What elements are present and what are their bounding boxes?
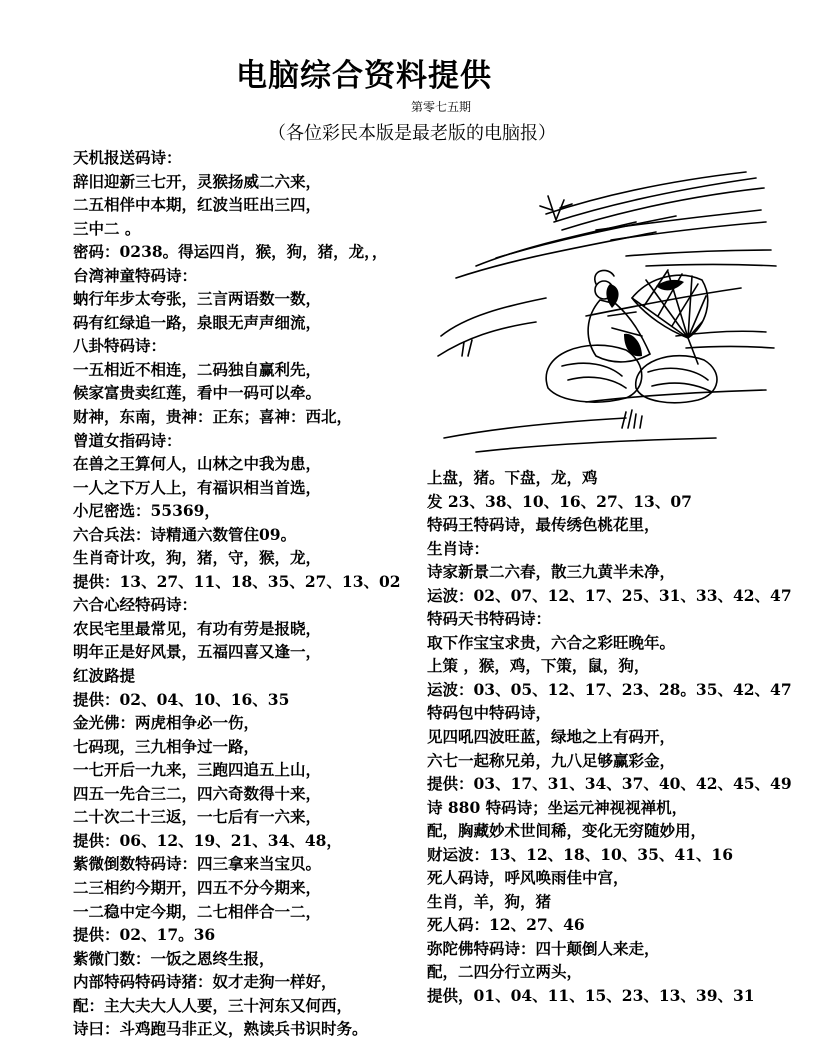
left-line-25: 金光佛：两虎相争必一伤， — [73, 713, 260, 733]
left-line-28: 四五一先合三二，四六奇数得十来， — [73, 783, 322, 803]
right-line-1: 上盘，猪。下盘，龙，鸡 — [427, 468, 598, 487]
right-line-18: 死人码诗，呼风唤雨佳中宫， — [427, 868, 629, 888]
left-column — [73, 146, 401, 1041]
woman-with-umbrella-illustration — [436, 166, 781, 458]
left-line-15: 一人之下万人上，有福识相当首选， — [73, 477, 322, 497]
left-line-12: 财神，东南，贵神：正东；喜神：西北， — [73, 407, 353, 427]
left-line-4: 三中二 。 — [73, 218, 141, 238]
right-column — [427, 466, 792, 1008]
right-line-6: 运波：02、07、12、17、25、31、33、42、47 — [427, 585, 792, 605]
left-line-14: 在兽之王算何人，山林之中我为患， — [73, 454, 322, 474]
left-line-26: 七码现，三九相争过一路， — [73, 736, 260, 756]
left-line-3: 二五相伴中本期，红波当旺出三四， — [73, 195, 322, 215]
left-line-32: 二三相约今期开，四五不分今期来， — [73, 877, 322, 897]
right-line-4: 生肖诗： — [427, 538, 490, 558]
right-line-12: 见四吼四波旺蓝，绿地之上有码开， — [427, 727, 676, 747]
right-line-17: 财运波：13、12、18、10、35、41、16 — [427, 844, 733, 864]
left-line-38: 诗曰：斗鸡跑马非正义，熟读兵书识时务。 — [73, 1019, 368, 1039]
right-line-21: 弥陀佛特码诗：四十颠倒人来走， — [427, 938, 660, 958]
left-line-5: 密码：0238。得运四肖，猴，狗，猪，龙，， — [73, 242, 388, 262]
right-line-7: 特码天书特码诗： — [427, 609, 552, 629]
left-line-23: 红波路提 — [73, 666, 136, 686]
left-line-8: 码有红绿追一路，泉眼无声声细流， — [73, 312, 322, 332]
left-line-31: 紫微倒数特码诗：四三拿来当宝贝。 — [73, 854, 322, 874]
left-line-29: 二十次二十三返，一七后有一六来， — [73, 807, 322, 827]
left-line-37: 配：主大夫大人人要，三十河东又何西， — [73, 995, 353, 1015]
left-line-35: 紫微门数：一饭之恩终生报， — [73, 948, 275, 968]
right-line-23: 提供，01、04、11、15、23、13、39、31 — [427, 986, 755, 1006]
right-line-5: 诗家新景二六春，散三九黄半未净， — [427, 562, 676, 582]
left-line-33: 一二稳中定今期，二七相伴合一二， — [73, 901, 322, 921]
left-line-34: 提供：02、17。36 — [73, 925, 216, 945]
left-line-20: 六合心经特码诗： — [73, 595, 198, 615]
right-line-2: 发 23、38、10、16、27、13、07 — [427, 491, 692, 511]
issue-number: 第零七五期 — [411, 100, 472, 114]
left-line-7: 蚋行年步太夸张，三言两语数一数， — [73, 289, 322, 309]
left-line-17: 六合兵法：诗精通六数管住09。 — [73, 524, 297, 544]
left-line-18: 生肖奇计攻，狗，猪，守，猴，龙， — [73, 548, 322, 568]
page-subtitle: （各位彩民本版是最老版的电脑报） — [268, 123, 556, 144]
right-line-16: 配，胸藏妙术世间稀，变化无穷随妙用， — [427, 821, 707, 841]
left-line-1: 天机报送码诗： — [73, 148, 182, 167]
right-line-10: 运波：03、05、12、17、23、28。35、42、47 — [427, 679, 792, 699]
right-line-19: 生肖，羊，狗，猪 — [427, 891, 552, 911]
left-line-21: 农民宅里最常见，有功有劳是报晓， — [73, 618, 322, 638]
left-line-22: 明年正是好风景，五福四喜又逢一， — [73, 642, 322, 662]
left-line-36: 内部特码特码诗猪：奴才走狗一样好， — [73, 972, 337, 992]
right-line-9: 上策 ，猴，鸡，下策，鼠，狗， — [427, 656, 650, 676]
left-line-24: 提供：02、04、10、16、35 — [73, 689, 290, 709]
left-line-27: 一七开后一九来，三跑四追五上山， — [73, 760, 322, 780]
left-line-6: 台湾神童特码诗： — [73, 265, 198, 285]
left-line-9: 八卦特码诗： — [73, 336, 167, 356]
left-line-10: 一五相近不相连，二码独自赢利先， — [73, 359, 322, 379]
right-line-22: 配，二四分行立两头， — [427, 962, 583, 982]
right-line-8: 取下作宝宝求贵，六合之彩旺晚年。 — [427, 632, 676, 652]
left-line-2: 辞旧迎新三七开，灵猴扬威二六来， — [73, 171, 322, 191]
right-line-11: 特码包中特码诗， — [427, 703, 552, 723]
page-title: 电脑综合资料提供 — [236, 58, 492, 94]
right-line-13: 六七一起称兄弟，九八足够赢彩金， — [427, 750, 676, 770]
left-line-16: 小尼密选：55369， — [73, 501, 220, 521]
right-line-15: 诗 880 特码诗；坐运元神视视禅机， — [427, 797, 688, 817]
left-line-13: 曾道女指码诗： — [73, 430, 182, 450]
right-line-20: 死人码：12、27、46 — [427, 915, 585, 935]
right-line-3: 特码王特码诗，最传绣色桃花里， — [427, 515, 660, 535]
left-line-11: 候家富贵卖红莲，看中一码可以牵。 — [73, 383, 322, 403]
right-line-14: 提供：03、17、31、34、37、40、42、45、49 — [427, 774, 792, 794]
left-line-30: 提供：06、12、19、21、34、48， — [73, 830, 342, 850]
left-line-19: 提供：13、27、11、18、35、27、13、02 — [73, 571, 401, 591]
